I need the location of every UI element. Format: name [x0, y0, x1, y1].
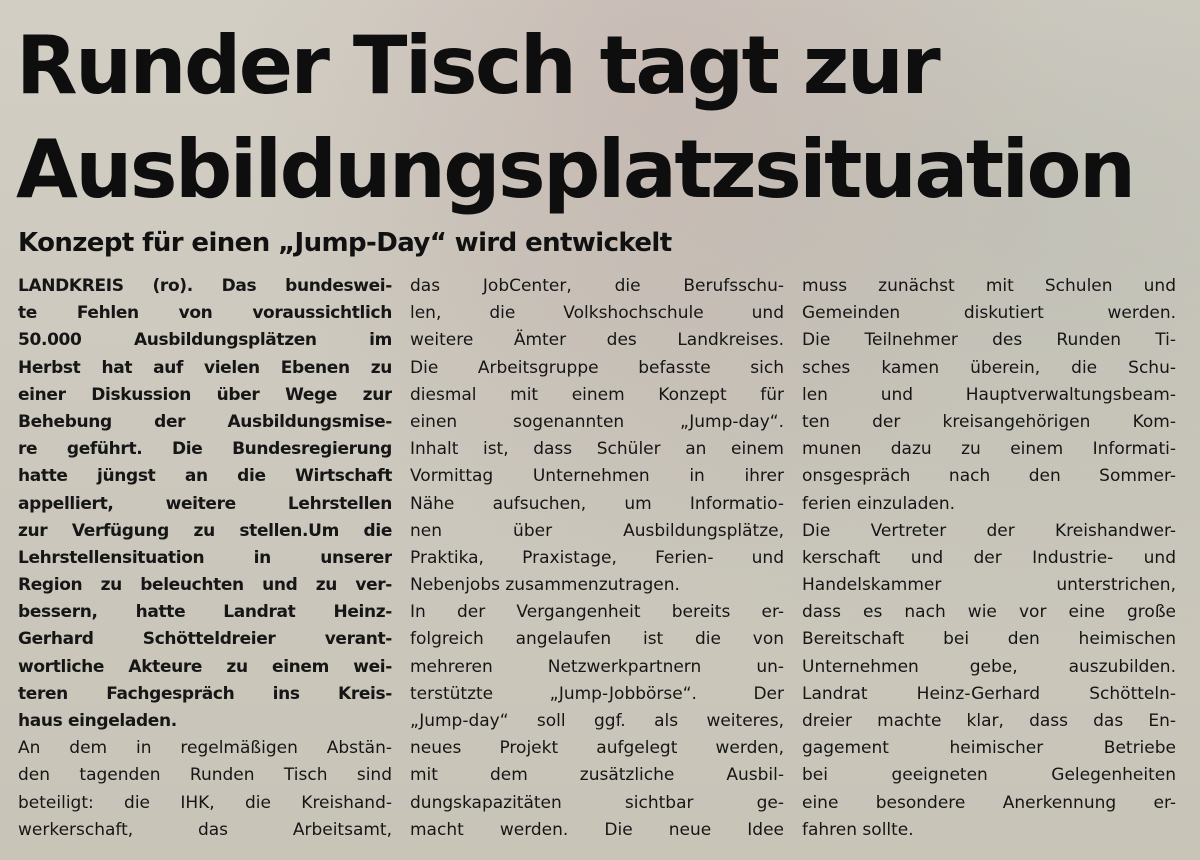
- article-column-3: [802, 273, 1176, 844]
- headline-line: Runder Tisch tagt zur: [16, 19, 939, 112]
- lead-line: appelliert, weitere Lehrstellen: [18, 493, 392, 514]
- body-line: fahren sollte.: [802, 819, 914, 840]
- lead-line: hatte jüngst an die Wirtschaft: [18, 466, 392, 487]
- body-line: Die Arbeitsgruppe befasste sich: [410, 357, 784, 378]
- body-line: dungskapazitäten sichtbar ge-: [410, 792, 784, 813]
- article-column-1: [18, 273, 392, 844]
- body-line: In der Vergangenheit bereits er-: [410, 602, 784, 623]
- body-line: Unternehmen gebe, auszubilden.: [802, 656, 1176, 677]
- body-line: Praktika, Praxistage, Ferien- und: [410, 547, 784, 568]
- article-column-2: [410, 273, 784, 844]
- body-line: den tagenden Runden Tisch sind: [18, 765, 392, 786]
- body-line: Landrat Heinz-Gerhard Schötteln-: [802, 683, 1176, 704]
- body-line: Handelskammer unterstrichen,: [802, 575, 1176, 596]
- lead-line: te Fehlen von voraussichtlich: [18, 303, 392, 324]
- lead-line: Gerhard Schötteldreier verant-: [18, 629, 392, 650]
- subheadline: Konzept für einen „Jump-Day“ wird entwickelt: [18, 228, 672, 258]
- lead-line: haus eingeladen.: [18, 711, 177, 731]
- lead-line: re geführt. Die Bundesregierung: [18, 439, 392, 460]
- body-line: An dem in regelmäßigen Abstän-: [18, 738, 392, 759]
- lead-line: 50.000 Ausbildungsplätzen im: [18, 330, 392, 351]
- body-line: gagement heimischer Betriebe: [802, 738, 1176, 759]
- body-line: dreier machte klar, dass das En-: [802, 711, 1176, 731]
- body-line: ferien einzuladen.: [802, 493, 956, 514]
- body-line: len und Hauptverwaltungsbeam-: [802, 384, 1176, 405]
- body-line: Gemeinden diskutiert werden.: [802, 303, 1176, 324]
- body-line: ten der kreisangehörigen Kom-: [802, 411, 1176, 432]
- body-line: diesmal mit einem Konzept für: [410, 384, 784, 405]
- body-line: Inhalt ist, dass Schüler an einem: [410, 439, 784, 460]
- body-line: Nebenjobs zusammenzutragen.: [410, 575, 680, 596]
- body-line: beteiligt: die IHK, die Kreishand-: [18, 792, 392, 813]
- body-line: weitere Ämter des Landkreises.: [410, 330, 784, 351]
- lead-line: Region zu beleuchten und zu ver-: [18, 575, 392, 596]
- lead-line: LANDKREIS (ro). Das bundeswei-: [18, 276, 392, 296]
- body-line: kerschaft und der Industrie- und: [802, 547, 1176, 568]
- body-line: Die Vertreter der Kreishandwer-: [802, 520, 1176, 541]
- lead-line: bessern, hatte Landrat Heinz-: [18, 602, 392, 623]
- lead-line: teren Fachgespräch ins Kreis-: [18, 683, 392, 704]
- body-line: nen über Ausbildungsplätze,: [410, 520, 784, 541]
- body-line: Vormittag Unternehmen in ihrer: [410, 466, 784, 487]
- lead-line: zur Verfügung zu stellen.Um die: [18, 520, 392, 541]
- body-line: bei geeigneten Gelegenheiten: [802, 765, 1176, 786]
- body-line: muss zunächst mit Schulen und: [802, 276, 1176, 296]
- body-line: munen dazu zu einem Informati-: [802, 439, 1176, 460]
- lead-line: einer Diskussion über Wege zur: [18, 384, 392, 405]
- body-line: neues Projekt aufgelegt werden,: [410, 738, 784, 759]
- lead-paragraph: [18, 273, 392, 735]
- lead-line: Behebung der Ausbildungsmise-: [18, 411, 392, 432]
- lead-line: Lehrstellensituation in unserer: [18, 547, 392, 568]
- body-paragraph: [18, 735, 392, 844]
- headline: [16, 14, 1166, 222]
- body-line: dass es nach wie vor eine große: [802, 602, 1176, 623]
- body-line: mehreren Netzwerkpartnern un-: [410, 656, 784, 677]
- body-line: terstützte „Jump-Jobbörse“. Der: [410, 683, 784, 704]
- headline-line: Ausbildungsplatzsituation: [16, 123, 1134, 216]
- body-line: len, die Volkshochschule und: [410, 303, 784, 324]
- body-line: das JobCenter, die Berufsschu-: [410, 276, 784, 296]
- body-line: Die Teilnehmer des Runden Ti-: [802, 330, 1176, 351]
- lead-line: wortliche Akteure zu einem wei-: [18, 656, 392, 677]
- body-line: einen sogenannten „Jump-day“.: [410, 411, 784, 432]
- body-line: macht werden. Die neue Idee: [410, 819, 784, 840]
- body-line: „Jump-day“ soll ggf. als weiteres,: [410, 711, 784, 731]
- body-line: folgreich angelaufen ist die von: [410, 629, 784, 650]
- lead-line: Herbst hat auf vielen Ebenen zu: [18, 357, 392, 378]
- body-line: eine besondere Anerkennung er-: [802, 792, 1176, 813]
- body-line: Nähe aufsuchen, um Informatio-: [410, 493, 784, 514]
- body-line: mit dem zusätzliche Ausbil-: [410, 765, 784, 786]
- body-line: Bereitschaft bei den heimischen: [802, 629, 1176, 650]
- body-line: sches kamen überein, die Schu-: [802, 357, 1176, 378]
- body-line: onsgespräch nach den Sommer-: [802, 466, 1176, 487]
- body-line: werkerschaft, das Arbeitsamt,: [18, 819, 392, 840]
